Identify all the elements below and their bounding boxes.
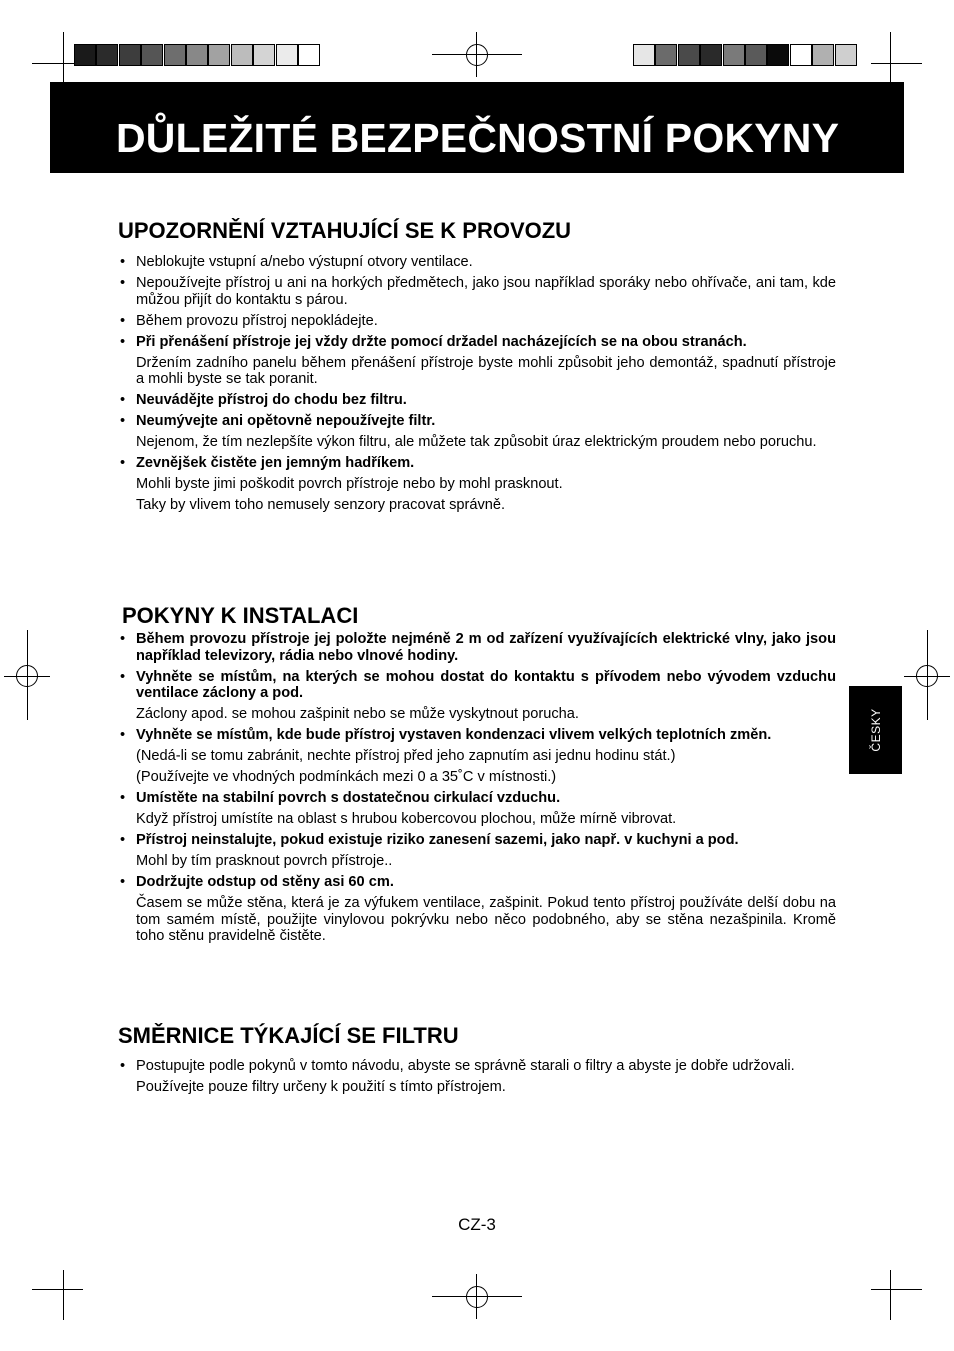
list-item-note: Používejte pouze filtry určeny k použití s tímto přístrojem.: [136, 1079, 506, 1095]
bullet-icon: •: [120, 392, 126, 408]
color-swatch: [745, 44, 767, 66]
bullet-icon: •: [120, 790, 126, 806]
page-title: DŮLEŽITÉ BEZPEČNOSTNÍ POKYNY: [116, 115, 840, 161]
list-item-note: (Používejte ve vhodných podmínkách mezi 0 a 35˚C v místnosti.): [136, 769, 557, 785]
color-swatch: [678, 44, 700, 66]
page-number: CZ-3: [458, 1215, 496, 1234]
list-item-note: (Nedá-li se tomu zabránit, nechte přístroj před jeho zapnutím asi jednu hodinu stát.): [136, 748, 676, 764]
language-tab: [849, 686, 902, 774]
list-item-text: Vyhněte se místům, kde bude přístroj vystaven kondenzaci vlivem velkých teplotních změn.: [136, 727, 772, 743]
color-swatch: [790, 44, 812, 66]
bullet-icon: •: [120, 727, 126, 743]
list-item-text: Dodržujte odstup od stěny asi 60 cm.: [136, 874, 394, 890]
registration-mark-right: [916, 665, 938, 687]
color-swatch: [164, 44, 186, 66]
registration-mark-left: [16, 665, 38, 687]
list-item-note: Mohl by tím prasknout povrch přístroje..: [136, 853, 393, 869]
color-swatch: [208, 44, 230, 66]
color-swatch: [231, 44, 253, 66]
item-list: [118, 254, 836, 514]
color-swatch: [141, 44, 163, 66]
list-item-text: Během provozu přístroj nepokládejte.: [136, 312, 378, 329]
color-swatch: [700, 44, 722, 66]
bullet-icon: •: [120, 631, 126, 647]
bullet-icon: •: [120, 254, 126, 270]
color-swatch: [96, 44, 118, 66]
color-swatch: [119, 44, 141, 66]
list-item: [118, 392, 836, 409]
list-item: [118, 254, 836, 271]
section-heading: UPOZORNĚNÍ VZTAHUJÍCÍ SE K PROVOZU: [118, 218, 572, 243]
list-item: [118, 727, 836, 744]
list-item-note: Taky by vlivem toho nemusely senzory pracovat správně.: [136, 497, 506, 513]
bullet-icon: •: [120, 832, 126, 848]
section-heading: POKYNY K INSTALACI: [122, 603, 359, 628]
color-swatch: [298, 44, 320, 66]
title-banner: [50, 82, 904, 173]
list-item: [118, 413, 836, 430]
list-item: [118, 1058, 836, 1075]
color-swatch: [633, 44, 655, 66]
section-heading: SMĚRNICE TÝKAJÍCÍ SE FILTRU: [118, 1023, 459, 1048]
list-item: [118, 455, 836, 472]
list-item-text: Umístěte na stabilní povrch s dostatečnou cirkulací vzduchu.: [136, 790, 561, 806]
bullet-icon: •: [120, 275, 126, 291]
language-tab-label: ČESKY: [868, 708, 883, 752]
bullet-icon: •: [120, 413, 126, 429]
color-swatch: [253, 44, 275, 66]
list-item: [118, 275, 836, 308]
color-swatch: [767, 44, 789, 66]
list-item-note: Držením zadního panelu během přenášení přístroje byste mohli způsobit jeho demontáž, spadnutí přístroje a mohli byste se tak poranit.: [136, 354, 836, 387]
bullet-icon: •: [120, 312, 126, 329]
list-item-text: Zevnějšek čistěte jen jemným hadříkem.: [136, 455, 415, 471]
color-swatch: [655, 44, 677, 66]
list-item-text: Vyhněte se místům, na kterých se mohou dostat do kontaktu s přívodem nebo vývodem vzduchu ventilace záclony a pod.: [136, 668, 836, 701]
list-item-text: Neumývejte ani opětovně nepoužívejte filtr.: [136, 413, 436, 429]
list-item-text: Přístroj neinstalujte, pokud existuje riziko zanesení sazemi, jako např. v kuchyni a pod.: [136, 832, 739, 848]
bullet-icon: •: [120, 874, 126, 890]
list-item: [118, 874, 836, 891]
section-installation: [118, 603, 836, 945]
bullet-icon: •: [120, 455, 126, 471]
color-swatch: [74, 44, 96, 66]
list-item-note: Časem se může stěna, která je za výfukem ventilace, zašpinit. Pokud tento přístroj používáte delší dobu na tom samém místě, použijte vinylovou pokrývku nebo něco podobného, aby se stěna nezašpinila. Kromě toho stěnu pravidelně čistěte.: [136, 895, 836, 944]
list-item: [118, 631, 836, 664]
bullet-icon: •: [120, 1058, 126, 1074]
color-swatch: [835, 44, 857, 66]
color-swatch: [276, 44, 298, 66]
list-item-text: Při přenášení přístroje jej vždy držte pomocí držadel nacházejících se na obou stranách.: [136, 333, 747, 350]
list-item-note: Když přístroj umístíte na oblast s hrubou kobercovou plochou, může mírně vibrovat.: [136, 811, 677, 827]
registration-mark-top: [466, 44, 488, 66]
color-swatch: [186, 44, 208, 66]
list-item-note: Záclony apod. se mohou zašpinit nebo se může vyskytnout porucha.: [136, 706, 579, 722]
list-item-text: Neuvádějte přístroj do chodu bez filtru.: [136, 392, 407, 408]
list-item: [118, 313, 836, 330]
color-swatch: [723, 44, 745, 66]
list-item-text: Neblokujte vstupní a/nebo výstupní otvory ventilace.: [136, 254, 473, 270]
list-item: [118, 790, 836, 807]
list-item: [118, 669, 836, 702]
bullet-icon: •: [120, 333, 126, 350]
list-item-text: Postupujte podle pokynů v tomto návodu, abyste se správně starali o filtry a abyste je dobře udržovali.: [136, 1058, 795, 1074]
list-item: [118, 334, 836, 351]
section-operation-warnings: [118, 218, 836, 514]
section-filter-guidelines: [118, 1023, 836, 1096]
color-swatch: [812, 44, 834, 66]
list-item-note: Nejenom, že tím nezlepšíte výkon filtru, ale můžete tak způsobit úraz elektrickým proudem nebo poruchu.: [136, 434, 817, 450]
list-item-text: Během provozu přístroje jej položte nejméně 2 m od zařízení využívajících elektrické vlny, jako jsou například televizory, rádia nebo vlnové hodiny.: [136, 631, 836, 664]
bullet-icon: •: [120, 668, 126, 685]
registration-mark-bottom: [466, 1286, 488, 1308]
list-item-note: Mohli byste jimi poškodit povrch přístroje nebo by mohl prasknout.: [136, 476, 563, 492]
item-list: [118, 631, 836, 945]
list-item-text: Nepoužívejte přístroj u ani na horkých předmětech, jako jsou například sporáky nebo ohřívače, ani tam, kde můžou přijít do kontaktu s párou.: [136, 275, 836, 308]
list-item: [118, 832, 836, 849]
item-list: [118, 1058, 836, 1096]
